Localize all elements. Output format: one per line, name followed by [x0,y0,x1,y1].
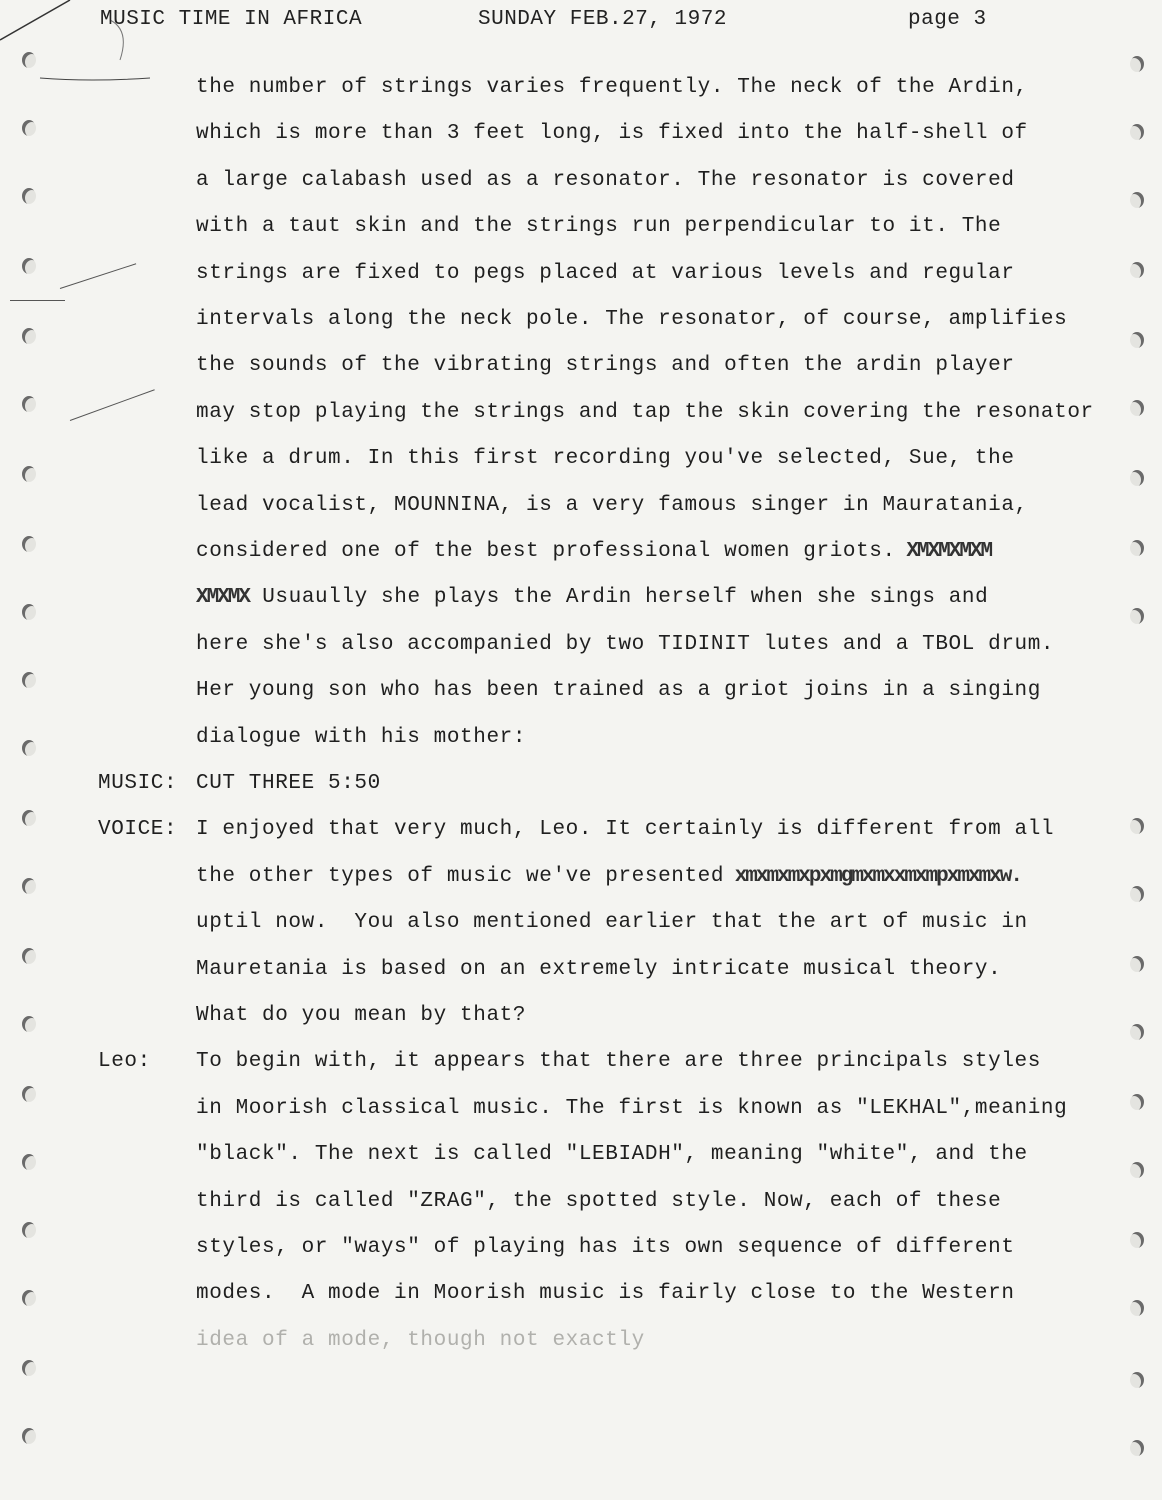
typed-text: styles, or "ways" of playing has its own sequence of different [196,1236,1015,1259]
right-sprocket-hole [1130,192,1144,208]
typed-text: the sounds of the vibrating strings and often the ardin player [196,354,1015,378]
script-line [0,772,1162,812]
line-text [196,262,1015,285]
line-text [196,726,526,749]
script-line [0,1004,1162,1044]
script-line [0,169,1162,209]
left-sprocket-hole [22,810,36,826]
line-text [196,401,1094,424]
line-text [196,122,1028,145]
typed-text: in Moorish classical music. The first is known as "LEKHAL",meaning [196,1096,1068,1120]
script-line [0,1190,1162,1230]
script-line [0,401,1162,441]
script-line [0,1143,1162,1183]
left-sprocket-hole [22,1086,36,1102]
left-sprocket-hole [22,672,36,688]
line-text [196,586,988,609]
typed-text: third is called "ZRAG", the spotted style. Now, each of these [196,1189,1002,1213]
right-sprocket-hole [1130,262,1144,278]
broadcast-date: SUNDAY FEB.27, 1972 [478,8,727,31]
script-line [0,76,1162,116]
typed-text: strings are fixed to pegs placed at various levels and regular [196,261,1015,285]
right-sprocket-hole [1130,1440,1144,1456]
left-sprocket-hole [22,258,36,274]
typed-text: which is more than 3 feet long, is fixed into the half-shell of [196,122,1028,146]
line-text [196,679,1041,702]
left-sprocket-hole [22,188,36,204]
script-line [0,679,1162,719]
left-sprocket-hole [22,52,36,68]
speaker-label: VOICE: [98,818,178,842]
right-sprocket-hole [1130,886,1144,902]
line-text [196,215,1001,238]
right-sprocket-hole [1130,1024,1144,1040]
left-sprocket-hole [22,536,36,552]
left-sprocket-hole [22,466,36,482]
typed-text: a large calabash used as a resonator. The resonator is covered [196,168,1015,192]
right-sprocket-hole [1130,1162,1144,1178]
line-text [196,1236,1015,1259]
script-line [0,633,1162,673]
script-line [0,1282,1162,1322]
typed-text: modes. A mode in Moorish music is fairly close to the Western [196,1282,1015,1306]
typed-text: dialogue with his mother: [196,725,527,749]
typed-text: with a taut skin and the strings run perpendicular to it. The [196,215,1002,239]
typed-text: What do you mean by that? [196,1004,527,1027]
right-sprocket-hole [1130,332,1144,348]
struck-out-text: XMXMXMXM [895,540,992,563]
right-sprocket-hole [1130,818,1144,834]
program-title: MUSIC TIME IN AFRICA [100,8,363,31]
line-text [196,540,991,563]
left-sprocket-hole [22,878,36,894]
script-line [0,1050,1162,1090]
script-line [0,818,1162,858]
page-number: page 3 [908,8,987,31]
script-line [0,865,1162,905]
left-sprocket-hole [22,604,36,620]
script-line [0,1329,1162,1369]
script-line [0,308,1162,348]
script-line [0,122,1162,162]
typed-text: like a drum. In this first recording you've selected, Sue, the [196,447,1015,471]
script-line [0,494,1162,534]
right-sprocket-hole [1130,608,1144,624]
typed-text: CUT THREE 5:50 [196,772,381,795]
script-line [0,262,1162,302]
left-sprocket-hole [22,1290,36,1306]
left-sprocket-hole [22,1016,36,1032]
typed-text: Mauretania is based on an extremely intricate musical theory. [196,957,1002,981]
line-text [196,447,1015,470]
script-line [0,447,1162,487]
line-text [196,1050,1041,1073]
line-text [196,958,1001,981]
script-line [0,726,1162,766]
line-text [196,308,1067,331]
right-sprocket-hole [1130,1232,1144,1248]
line-text [196,494,1028,517]
left-sprocket-hole [22,1154,36,1170]
script-line [0,354,1162,394]
line-text [196,354,1015,377]
struck-out-text: xmxmxmxpxmgmxmxxmxmpxmxmxw. [724,864,1021,888]
typed-text: I enjoyed that very much, Leo. It certainly is different from all [196,818,1055,842]
line-text [196,1282,1015,1305]
typed-text: Her young son who has been trained as a griot joins in a singing [196,679,1041,703]
left-sprocket-hole [22,1360,36,1376]
typed-text: lead vocalist, MOUNNINA, is a very famous singer in Mauratania, [196,493,1028,517]
right-sprocket-hole [1130,1094,1144,1110]
typed-text: Usuaully she plays the Ardin herself when she sings and [249,586,989,610]
line-text [196,169,1015,192]
left-sprocket-hole [22,1428,36,1444]
line-text [196,865,1021,888]
right-sprocket-hole [1130,540,1144,556]
typed-text: the number of strings varies frequently. The neck of the Ardin, [196,76,1028,99]
page-header [100,8,1100,40]
speaker-label: Leo: [98,1050,151,1074]
typed-text: To begin with, it appears that there are three principals styles [196,1050,1041,1074]
right-sprocket-hole [1130,56,1144,72]
typed-text: here she's also accompanied by two TIDINIT lutes and a TBOL drum. [196,632,1055,656]
typed-text: intervals along the neck pole. The resonator, of course, amplifies [196,308,1068,331]
line-text [196,633,1054,656]
typed-text: uptil now. You also mentioned earlier that the art of music in [196,911,1028,935]
typed-text: considered one of the best professional women griots. [196,540,896,563]
right-sprocket-hole [1130,124,1144,140]
line-text [196,1329,645,1352]
right-sprocket-hole [1130,1372,1144,1388]
left-sprocket-hole [22,948,36,964]
script-line [0,215,1162,255]
left-sprocket-hole [22,740,36,756]
line-text [196,911,1028,934]
line-text [196,76,1028,99]
left-sprocket-hole [22,396,36,412]
typed-text: may stop playing the strings and tap the skin covering the resonator [196,400,1094,424]
speaker-label: MUSIC: [98,772,178,795]
line-text [196,1190,1001,1213]
script-line [0,958,1162,998]
script-line [0,586,1162,626]
line-text [196,1143,1028,1166]
typed-text: the other types of music we've presented [196,864,725,888]
right-sprocket-hole [1130,1300,1144,1316]
line-text [196,1004,526,1027]
script-line [0,1097,1162,1137]
left-sprocket-hole [22,1222,36,1238]
line-text [196,818,1054,841]
left-sprocket-hole [22,328,36,344]
left-sprocket-hole [22,120,36,136]
right-sprocket-hole [1130,470,1144,486]
line-text [196,772,381,795]
struck-out-text: XMXMX [196,586,250,610]
pencil-mark [10,300,65,301]
script-line [0,540,1162,580]
line-text [196,1097,1067,1120]
right-sprocket-hole [1130,956,1144,972]
typed-text: idea of a mode, though not exactly [196,1328,645,1352]
script-line [0,911,1162,951]
typed-text: "black". The next is called "LEBIADH", meaning "white", and the [196,1143,1028,1167]
right-sprocket-hole [1130,400,1144,416]
script-line [0,1236,1162,1276]
